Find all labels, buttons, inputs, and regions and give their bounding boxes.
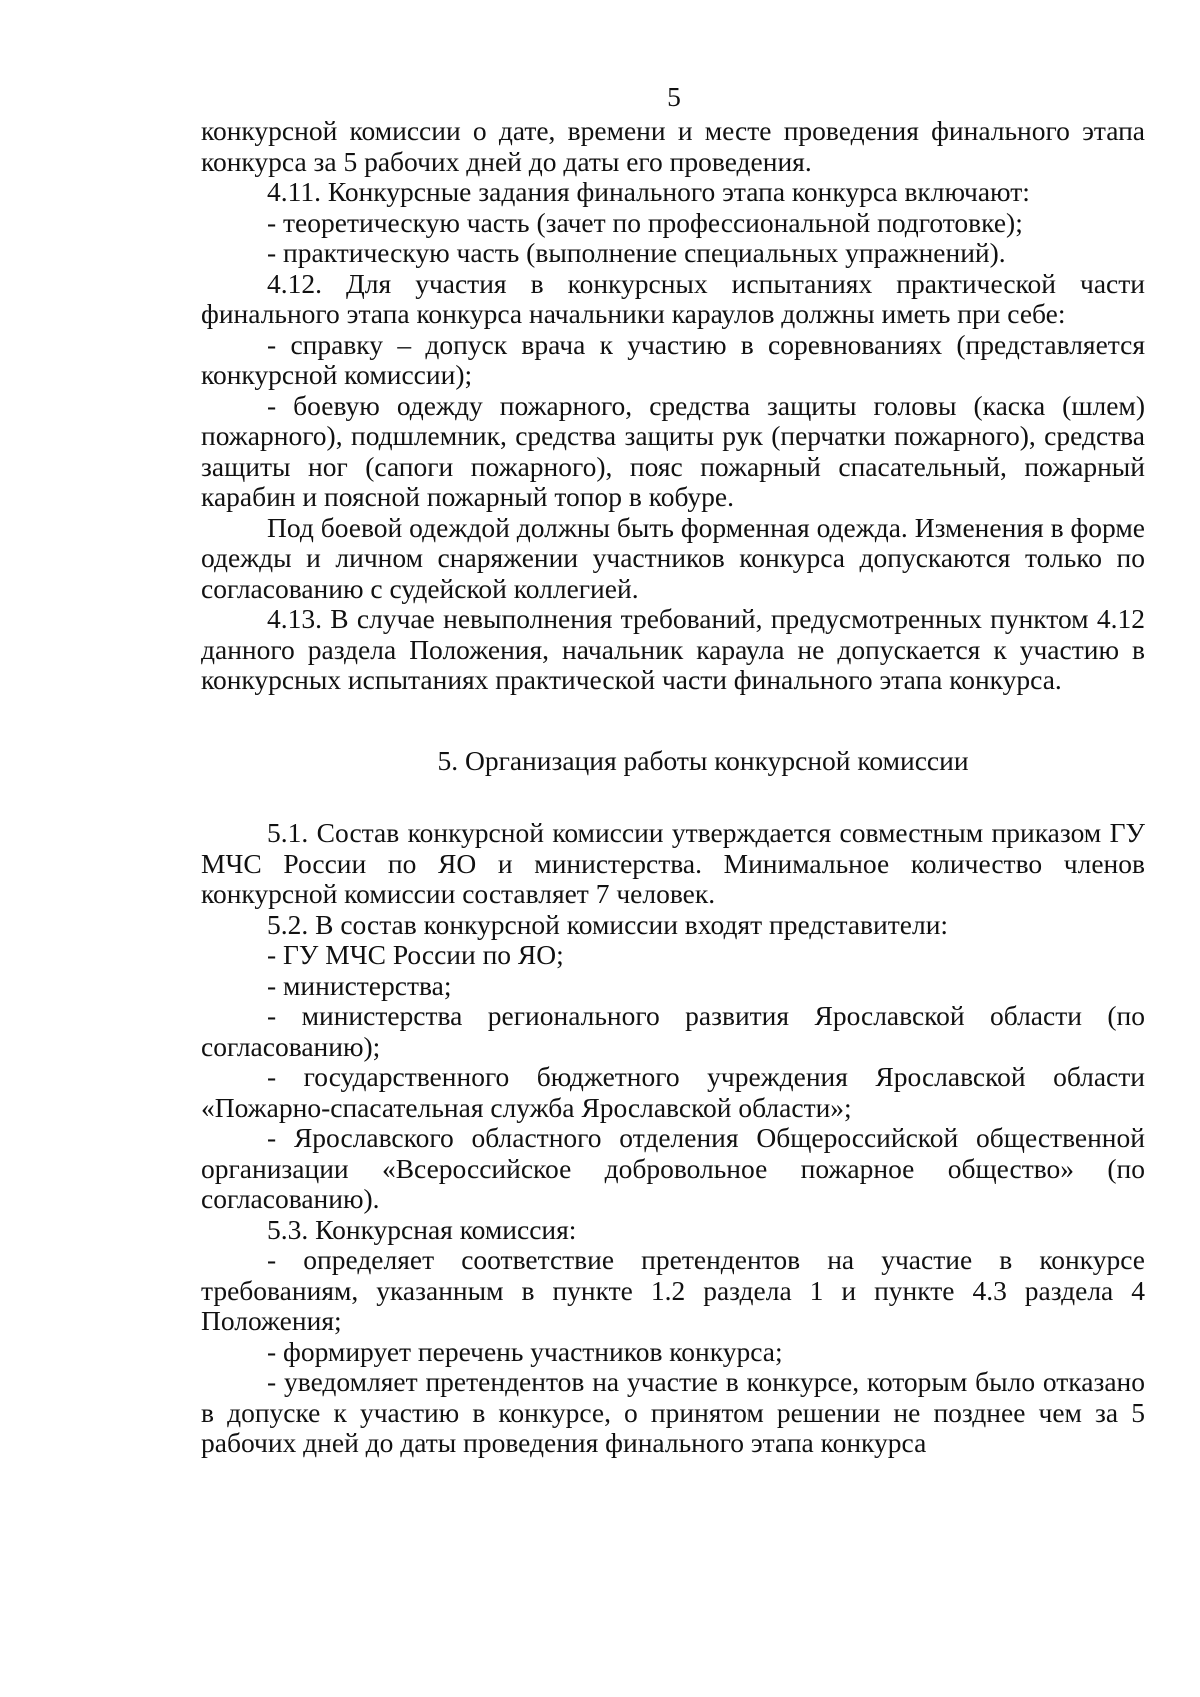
paragraph-p7: - боевую одежду пожарного, средства защиты головы (каска (шлем) пожарного), подшлемник, средства защиты рук (перчатки пожарного), средства защиты ног (сапоги пожарного), пояс пожарный спасательный, пожарный карабин и поясной пожарный топор в кобуре. [201,389,1145,512]
paragraph-p10: 5.1. Состав конкурсной комиссии утверждается совместным приказом ГУ МЧС России по ЯО и министерства. Минимальное количество членов конкурсной комиссии составляет 7 человек. [201,817,1145,909]
paragraph-p15: - государственного бюджетного учреждения Ярославской области «Пожарно-спасательная служба Ярославской области»; [201,1061,1145,1123]
paragraph-p3: - теоретическую часть (зачет по профессиональной подготовке); [267,206,1023,238]
paragraph-p4: - практическую часть (выполнение специальных упражнений). [267,237,1006,268]
section-4-continuation [201,116,1145,696]
section-5-body [201,818,1145,1459]
paragraph-p11: 5.2. В состав конкурсной комиссии входят представители: [267,908,949,940]
document-text [201,116,1145,1459]
paragraph-p14: - министерства регионального развития Ярославской области (по согласованию); [201,1000,1145,1062]
section-title: 5. Организация работы конкурсной комиссии [437,744,969,776]
paragraph-p6: - справку – допуск врача к участию в соревнованиях (представляется конкурсной комиссии); [201,328,1145,390]
paragraph-p2: 4.11. Конкурсные задания финального этапа конкурса включают: [267,176,1030,207]
paragraph-p9: 4.13. В случае невыполнения требований, предусмотренных пунктом 4.12 данного раздела Положения, начальник караула не допускается к участию в конкурсных испытаниях практической части финального этапа конкурса. [201,603,1145,695]
paragraph-p17: 5.3. Конкурсная комиссия: [267,1213,577,1245]
paragraph-p20: - уведомляет претендентов на участие в конкурсе, которым было отказано в допуске к участию в конкурсе, о принятом решении не позднее чем за 5 рабочих дней до даты проведения финального этапа конкурса [201,1366,1145,1458]
paragraph-p12: - ГУ МЧС России по ЯО; [267,939,564,970]
page-number: 5 [667,81,681,112]
paragraph-p19: - формирует перечень участников конкурса; [267,1335,783,1367]
paragraph-p8: Под боевой одеждой должны быть форменная одежда. Изменения в форме одежды и личном снаряжении участников конкурса допускаются только по согласованию с судейской коллегией. [201,511,1145,604]
paragraph-p1: конкурсной комиссии о дате, времени и месте проведения финального этапа конкурса за 5 рабочих дней до даты его проведения. [201,115,1145,177]
paragraph-p18: - определяет соответствие претендентов на участие в конкурсе требованиям, указанным в пункте 1.2 раздела 1 и пункте 4.3 раздела 4 Положения; [201,1244,1145,1336]
paragraph-p16: - Ярославского областного отделения Общероссийской общественной организации «Всероссийское добровольное пожарное общество» (по согласованию). [201,1122,1145,1214]
paragraph-p5: 4.12. Для участия в конкурсных испытаниях практической части финального этапа конкурса начальники караулов должны иметь при себе: [201,267,1145,329]
paragraph-p13: - министерства; [267,969,452,1001]
